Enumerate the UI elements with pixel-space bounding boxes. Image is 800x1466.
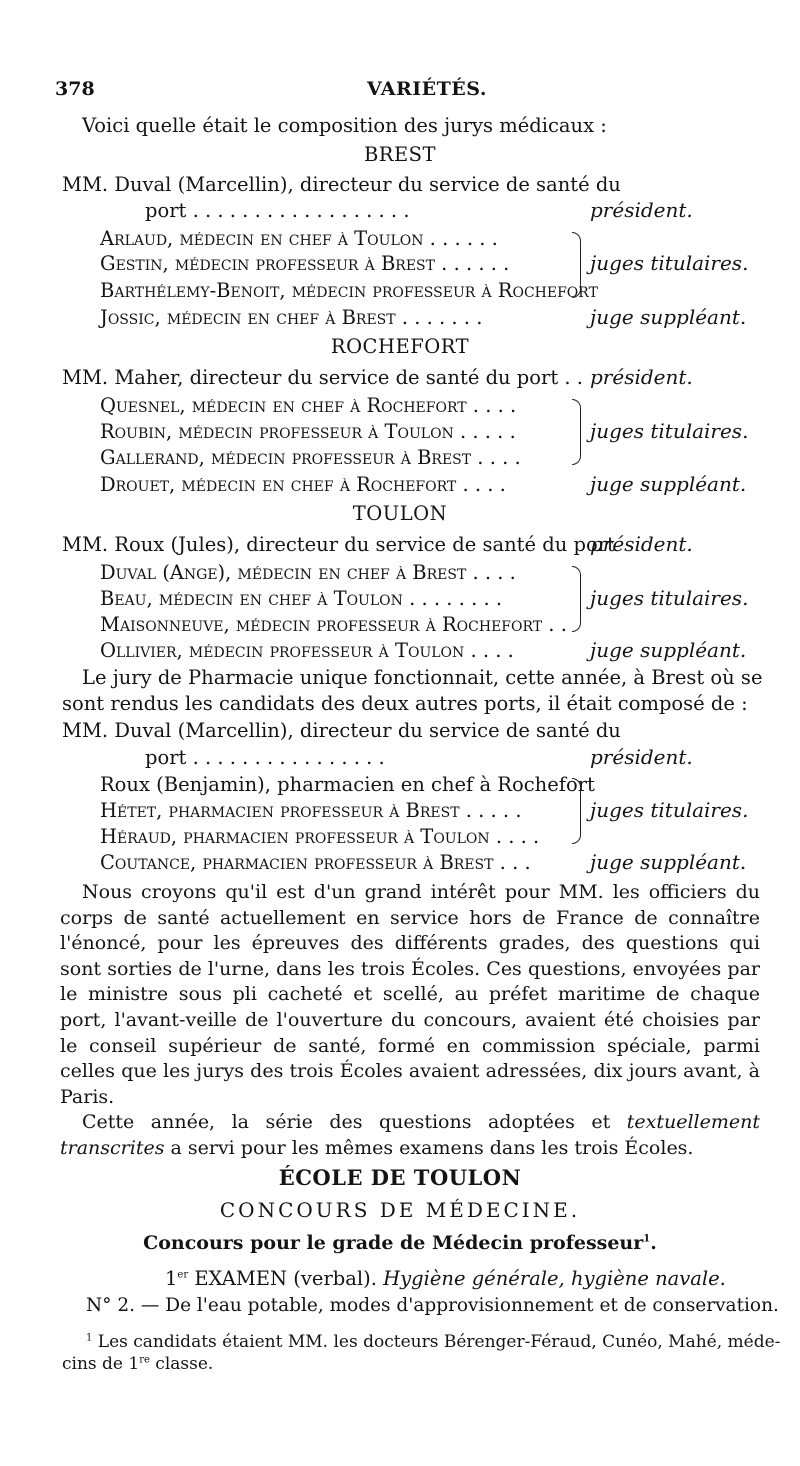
rochefort-president-line: MM. Maher, directeur du service de santé du port . . — [62, 366, 583, 389]
brest-titulaire-2: Gestin, médecin professeur à Brest . . . . . . — [100, 252, 510, 275]
toulon-brace — [572, 566, 581, 632]
grade-title-text: Concours pour le grade de Médecin professeur — [143, 1232, 644, 1254]
brest-brace — [572, 232, 581, 298]
paragraph-2-end: a servi pour les mêmes examens dans les trois Écoles. — [164, 1136, 694, 1159]
brest-suppleant: Jossic, médecin en chef à Brest . . . . . . . — [100, 306, 483, 329]
toulon-titulaire-1: Duval (Ange), médecin en chef à Brest . . . . — [100, 561, 516, 584]
running-title: VARIÉTÉS. — [367, 78, 487, 100]
exam-label: EXAMEN (verbal). — [188, 1267, 384, 1290]
exam-subject: Hygiène générale, hygiène navale. — [383, 1267, 726, 1290]
rochefort-brace — [572, 399, 581, 465]
intro-line: Voici quelle était le composition des jurys médicaux : — [82, 114, 607, 137]
section-title-brest: BREST — [363, 143, 437, 166]
grade-note-mark: 1 — [643, 1233, 651, 1245]
pharmacie-titulaires-role: juges titulaires. — [590, 798, 749, 822]
brest-titulaire-1: Arlaud, médecin en chef à Toulon . . . . . . — [100, 227, 498, 250]
body-text — [60, 880, 760, 1162]
footnote-line2 — [62, 1353, 213, 1375]
pharmacie-president-line1: MM. Duval (Marcellin), directeur du service de santé du — [62, 719, 621, 742]
footnote-sup: re — [139, 1354, 150, 1366]
page-number: 378 — [55, 78, 95, 100]
pharmacie-brace — [572, 778, 581, 844]
paragraph-2-italic: textuellement transcrites — [60, 1111, 760, 1159]
brest-suppleant-role: juge suppléant. — [590, 305, 747, 329]
rochefort-titulaire-1: Quesnel, médecin en chef à Rochefort . . . . — [100, 394, 517, 417]
exam-line — [165, 1266, 726, 1291]
toulon-president-role: président. — [590, 532, 693, 556]
pharmacie-suppleant: Coutance, pharmacien professeur à Brest . . . — [100, 851, 531, 874]
footnote-text-2: cins de 1 — [62, 1354, 140, 1374]
pharmacie-intro-line2: sont rendus les candidats des deux autres ports, il était composé de : — [62, 692, 748, 715]
toulon-president-line: MM. Roux (Jules), directeur du service de santé du port — [62, 533, 615, 556]
brest-president-role: président. — [590, 198, 693, 222]
exam-number-sup: er — [177, 1269, 189, 1281]
pharmacie-titulaire-2: Hétet, pharmacien professeur à Brest . . . . . — [100, 799, 522, 822]
footnote-text-3: classe. — [149, 1354, 214, 1374]
pharmacie-titulaire-3: Héraud, pharmacien professeur à Toulon . . . . — [100, 825, 540, 848]
pharmacie-suppleant-role: juge suppléant. — [590, 850, 747, 874]
pharmacie-president-role: président. — [590, 745, 693, 769]
pharmacie-intro-line1: Le jury de Pharmacie unique fonctionnait, cette année, à Brest où se — [82, 666, 763, 689]
paragraph-2 — [60, 1110, 760, 1161]
toulon-suppleant-role: juge suppléant. — [590, 638, 747, 662]
rochefort-titulaires-role: juges titulaires. — [590, 419, 749, 443]
school-title: ÉCOLE DE TOULON — [278, 1165, 522, 1190]
rochefort-titulaire-2: Roubin, médecin professeur à Toulon . . . . . — [100, 420, 516, 443]
footnote-mark: 1 — [86, 1332, 93, 1344]
toulon-titulaire-2: Beau, médecin en chef à Toulon . . . . . . . . — [100, 587, 503, 610]
brest-president-line2: port . . . . . . . . . . . . . . . . . . — [145, 199, 410, 222]
pharmacie-titulaire-1: Roux (Benjamin), pharmacien en chef à Rochefort — [100, 773, 595, 796]
concours-title: CONCOURS DE MÉDECINE. — [219, 1198, 581, 1222]
exam-number: 1 — [165, 1267, 178, 1290]
section-title-rochefort: ROCHEFORT — [330, 335, 470, 358]
rochefort-suppleant: Drouet, médecin en chef à Rochefort . . . . — [100, 473, 506, 496]
rochefort-suppleant-role: juge suppléant. — [590, 472, 747, 496]
rochefort-president-role: président. — [590, 365, 693, 389]
brest-titulaires-role: juges titulaires. — [590, 251, 749, 275]
grade-title: Concours pour le grade de Médecin professeur$^1$. — [143, 1232, 657, 1254]
brest-titulaire-3: Barthélemy-Benoit, médecin professeur à Rochefort — [100, 279, 598, 302]
rochefort-titulaire-3: Gallerand, médecin professeur à Brest . . . . — [100, 446, 521, 469]
brest-president-line1: MM. Duval (Marcellin), directeur du service de santé du — [62, 173, 621, 196]
section-title-toulon: TOULON — [352, 502, 448, 525]
toulon-titulaire-3: Maisonneuve, médecin professeur à Rochefort . . — [100, 613, 567, 636]
paragraph-2-start: Cette année, la série des questions adoptées et — [82, 1111, 627, 1134]
pharmacie-president-line2: port . . . . . . . . . . . . . . . . — [145, 746, 385, 769]
question-line: N° 2. — De l'eau potable, modes d'approvisionnement et de conservation. — [86, 1295, 779, 1316]
toulon-suppleant: Ollivier, médecin professeur à Toulon . . . . — [100, 639, 514, 662]
footnote-text-1: Les candidats étaient MM. les docteurs Bérenger-Féraud, Cunéo, Mahé, méde- — [97, 1332, 781, 1352]
footnote-line1 — [86, 1331, 780, 1353]
paragraph-1: Nous croyons qu'il est d'un grand intérêt pour MM. les officiers du corps de santé actuellement en service hors de France de connaître l'énoncé, pour les épreuves des différents grades, des questions qui sont sorties de l'urne, dans les trois Écoles. Ces questions, envoyées par le ministre sous pli cacheté et scellé, au préfet maritime de chaque port, l'avant-veille de l'ouverture du concours, avaient été choisies par le conseil supérieur de santé, formé en commission spéciale, parmi celles que les jurys des trois Écoles avaient adressées, dix jours avant, à Paris. — [60, 881, 760, 1108]
toulon-titulaires-role: juges titulaires. — [590, 586, 749, 610]
